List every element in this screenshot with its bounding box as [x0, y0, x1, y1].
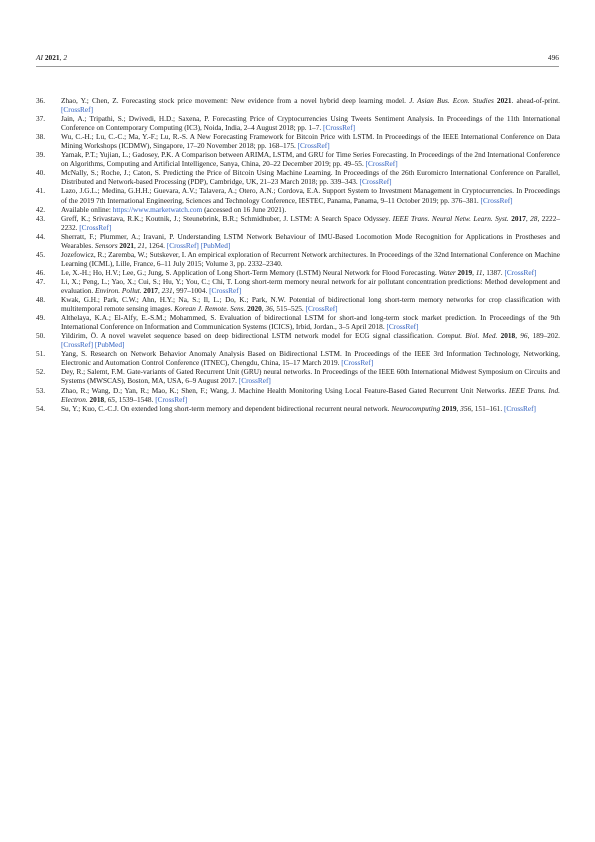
- journal-year: 2021: [44, 52, 60, 62]
- reference-text: Le, X.-H.; Ho, H.V.; Lee, G.; Jung, S. Application of Long Short-Term Memory (LSTM) Neural Network for Flood Forecasting.: [61, 267, 439, 277]
- reference-number: 39.: [36, 150, 46, 160]
- reference-item: [36, 132, 560, 150]
- reference-number: 53.: [36, 385, 46, 395]
- reference-number: 36.: [36, 96, 46, 105]
- reference-text: ,: [515, 331, 521, 341]
- reference-italic-text: IEEE Trans. Neural Netw. Learn. Syst.: [392, 213, 509, 223]
- reference-text: Zhao, Y.; Chen, Z. Forecasting stock price movement: New evidence from a novel hybrid deep learning model.: [61, 96, 410, 105]
- reference-link[interactable]: [PubMed]: [200, 240, 231, 250]
- reference-italic-text: Environ. Pollut.: [95, 285, 142, 295]
- reference-text: Li, X.; Peng, L.; Yao, X.; Cui, S.; Hu, Y.; You, C.; Chi, T. Long short-term memory neural network for air pollutant concentration predictions: Method development and evaluation.: [61, 276, 560, 295]
- reference-text: ,: [525, 213, 531, 223]
- reference-link[interactable]: [CrossRef]: [386, 322, 419, 332]
- reference-italic-text: 28: [530, 213, 538, 223]
- reference-italic-text: Neurocomputing: [391, 403, 441, 413]
- reference-italic-text: 21: [137, 240, 145, 250]
- reference-year: 2018: [500, 331, 516, 341]
- reference-number: 47.: [36, 276, 46, 286]
- reference-number: 46.: [36, 267, 46, 277]
- reference-link[interactable]: [CrossRef]: [297, 141, 330, 151]
- reference-link[interactable]: [CrossRef]: [155, 394, 188, 404]
- reference-link[interactable]: [CrossRef]: [305, 304, 338, 314]
- reference-number: 37.: [36, 114, 46, 124]
- reference-text: , 997–1004.: [172, 285, 210, 295]
- reference-italic-text: Comput. Biol. Med.: [437, 331, 498, 341]
- reference-link[interactable]: [CrossRef]: [359, 177, 392, 187]
- reference-number: 42.: [36, 204, 46, 214]
- reference-italic-text: 96: [520, 331, 528, 341]
- reference-item: [36, 386, 560, 404]
- reference-number: 48.: [36, 295, 46, 305]
- reference-text: Yamak, P.T.; Yujian, L.; Gadosey, P.K. A Comparison between ARIMA, LSTM, and GRU for Time Series Forecasting. In Proceedings of the 2nd International Conference on Algorithms, Computing and Artificial Intelligence, Sanya, China, 20–22 December 2019; pp. 49–55.: [61, 150, 560, 169]
- reference-number: 49.: [36, 313, 46, 323]
- header-divider: [36, 66, 559, 67]
- reference-number: 45.: [36, 249, 46, 259]
- reference-text: Greff, K.; Srivastava, R.K.; Koutnik, J.; Steunebrink, B.R.; Schmidhuber, J. LSTM: A Search Space Odyssey.: [61, 213, 393, 223]
- reference-text: Available online:: [61, 204, 113, 214]
- reference-text: Yang, S. Research on Network Behavior Anomaly Analysis Based on Bidirectional LSTM. In Proceedings of the IEEE 3rd Information Technology, Networking, Electronic and Automation Control Conference (ITNEC), Chengdu, China, 15–17 March 2019.: [61, 349, 560, 368]
- reference-year: 2019: [457, 267, 473, 277]
- reference-text: Jain, A.; Tripathi, S.; Dwivedi, H.D.; Saxena, P. Forecasting Price of Cryptocurrencies Using Tweets Sentiment Analysis. In Proceedings of the 11th International Conference on Contemporary Computing (IC3), Noida, India, 2–4 August 2018; pp. 1–7.: [61, 114, 560, 133]
- reference-year: 2020: [247, 304, 262, 314]
- reference-year: 2017: [143, 285, 159, 295]
- reference-italic-text: Sensors: [94, 240, 118, 250]
- journal-issue: , 2: [59, 52, 68, 62]
- reference-item: [36, 114, 560, 132]
- journal-citation: [36, 53, 67, 62]
- reference-italic-text: 231: [161, 285, 173, 295]
- page-number: 496: [547, 52, 559, 62]
- reference-link[interactable]: [CrossRef]: [209, 285, 242, 295]
- reference-link[interactable]: [PubMed]: [94, 340, 125, 350]
- reference-link[interactable]: [CrossRef]: [503, 403, 536, 413]
- reference-italic-text: J. Asian Bus. Econ. Studies: [409, 96, 494, 105]
- reference-list: [36, 96, 560, 413]
- reference-item: [36, 313, 560, 331]
- reference-item: [36, 331, 560, 349]
- reference-link[interactable]: https://www.marketwatch.com: [112, 204, 203, 214]
- reference-year: 2017: [511, 213, 526, 223]
- reference-year: 2021: [119, 240, 134, 250]
- reference-text: Lazo, J.G.L.; Medina, G.H.H.; Guevara, A.V.; Talavera, A.; Otero, A.N.; Cordova, E.A. Support System to Investment Management in Cryptocurrencies. In Proceedings of the 2019 7th International Engineering, Sciences and Technology Conference, IESTEC, Panama, Panama, 9–11 October 2019; pp. 376–381.: [61, 186, 560, 205]
- reference-italic-text: 65: [107, 394, 116, 404]
- reference-text: Sherratt, F.; Plummer, A.; Iravani, P. Understanding LSTM Network Behaviour of IMU-Based Locomotion Mode Recognition for Applications in Prostheses and Wearables.: [61, 231, 560, 250]
- reference-link[interactable]: [CrossRef]: [323, 123, 356, 133]
- reference-number: 44.: [36, 231, 46, 241]
- reference-number: 51.: [36, 349, 46, 359]
- reference-link[interactable]: [CrossRef]: [61, 105, 94, 115]
- reference-text: Su, Y.; Kuo, C.-C.J. On extended long short-term memory and dependent bidirectional recurrent neural network.: [61, 403, 392, 413]
- reference-italic-text: 11: [475, 267, 483, 277]
- reference-item: [36, 295, 560, 313]
- reference-text: . ahead-of-print.: [511, 96, 561, 105]
- reference-text: , 1387.: [482, 267, 505, 277]
- reference-link[interactable]: [CrossRef]: [79, 222, 112, 232]
- reference-link[interactable]: [CrossRef]: [341, 358, 374, 368]
- journal-name: AI: [36, 52, 43, 62]
- reference-text: , 151–161.: [471, 403, 504, 413]
- reference-item: [36, 205, 560, 214]
- reference-number: 43.: [36, 213, 46, 223]
- reference-text: Jozefowicz, R.; Zaremba, W.; Sutskever, I. An empirical exploration of Recurrent Network architectures. In Proceedings of the 32nd International Conference on Machine Learning (ICML), Lille, France, 6–11 July 2015; Volume 3, pp. 2332–2340.: [61, 249, 560, 268]
- reference-text: Wu, C.-H.; Lu, C.-C.; Ma, Y.-F.; Lu, R.-S. A New Forecasting Framework for Bitcoin Price with LSTM. In Proceedings of the IEEE International Conference on Data Mining Workshops (ICDMW), Singapore, 17–20 November 2018; pp. 168–175.: [61, 132, 560, 151]
- reference-italic-text: Water: [438, 267, 456, 277]
- reference-item: [36, 277, 560, 295]
- reference-text: ,: [472, 267, 476, 277]
- reference-item: [36, 186, 560, 204]
- reference-text: Dey, R.; Salemt, F.M. Gate-variants of Gated Recurrent Unit (GRU) neural networks. In Proceedings of the IEEE 60th International Midwest Symposium on Circuits and Systems (MWSCAS), Boston, MA, USA, 6–9 August 2017.: [61, 367, 560, 386]
- reference-link[interactable]: [CrossRef]: [238, 376, 271, 386]
- reference-link[interactable]: [CrossRef]: [504, 267, 537, 277]
- reference-item: [36, 268, 560, 277]
- reference-text: Kwak, G.H.; Park, C.W.; Ahn, H.Y.; Na, S.; Il, L.; Do, K.; Park, N.W. Potential of bidirectional long short-term memory networks for crop classification with multitemporal remote sensing images.: [61, 295, 560, 314]
- reference-number: 40.: [36, 168, 46, 178]
- reference-item: [36, 168, 560, 186]
- reference-text: Zhao, R.; Wang, D.; Yan, R.; Mao, K.; Shen, F.; Wang, J. Machine Health Monitoring Using Local Feature-Based Gated Recurrent Unit Networks.: [61, 385, 509, 395]
- reference-text: Yildirim, Ö. A novel wavelet sequence based on deep bidirectional LSTM network model for ECG signal classification.: [61, 331, 438, 341]
- reference-number: 52.: [36, 367, 46, 377]
- reference-text: , 2222–2232.: [61, 213, 561, 232]
- running-header: [36, 51, 559, 63]
- reference-italic-text: 36: [265, 304, 273, 314]
- reference-text: ,: [104, 394, 108, 404]
- reference-text: , 515–525.: [272, 304, 306, 314]
- reference-number: 54.: [36, 403, 46, 413]
- reference-italic-text: Korean J. Remote. Sens.: [174, 304, 246, 314]
- reference-text: (accessed on 16 June 2021).: [202, 204, 287, 214]
- reference-italic-text: IEEE Trans. Ind. Electron.: [61, 385, 560, 404]
- reference-item: [36, 404, 560, 413]
- reference-text: ,: [456, 403, 461, 413]
- reference-item: [36, 232, 560, 250]
- reference-link[interactable]: [CrossRef]: [61, 340, 94, 350]
- reference-number: 38.: [36, 132, 46, 142]
- reference-text: , 1539–1548.: [115, 394, 156, 404]
- reference-year: 2019: [441, 403, 457, 413]
- reference-text: ,: [261, 304, 266, 314]
- reference-item: [36, 349, 560, 367]
- reference-text: , 1264.: [144, 240, 167, 250]
- reference-link[interactable]: [CrossRef]: [166, 240, 199, 250]
- reference-number: 41.: [36, 186, 46, 196]
- reference-item: [36, 250, 560, 268]
- reference-item: [36, 96, 560, 114]
- reference-text: , 189–202.: [527, 331, 561, 341]
- reference-text: ,: [133, 240, 138, 250]
- reference-year: 2021: [496, 96, 512, 105]
- reference-link[interactable]: [CrossRef]: [365, 159, 398, 169]
- reference-year: 2018: [89, 394, 105, 404]
- reference-italic-text: 356: [460, 403, 472, 413]
- reference-text: McNally, S.; Roche, J.; Caton, S. Predicting the Price of Bitcoin Using Machine Learning. In Proceedings of the 26th Euromicro International Conference on Parallel, Distributed and Network-based Processing (PDP), Cambridge, UK, 21–23 March 2018; pp. 339–343.: [61, 168, 560, 187]
- reference-item: [36, 150, 560, 168]
- reference-number: 50.: [36, 331, 46, 341]
- reference-item: [36, 214, 560, 232]
- reference-item: [36, 367, 560, 385]
- reference-text: Althelaya, K.A.; El-Alfy, E.-S.M.; Mohammed, S. Evaluation of bidirectional LSTM for short-and long-term stock market prediction. In Proceedings of the 9th International Conference on Information and Communication Systems (ICICS), Irbid, Jordan., 3–5 April 2018.: [61, 313, 560, 332]
- reference-link[interactable]: [CrossRef]: [480, 195, 513, 205]
- reference-text: ,: [158, 285, 162, 295]
